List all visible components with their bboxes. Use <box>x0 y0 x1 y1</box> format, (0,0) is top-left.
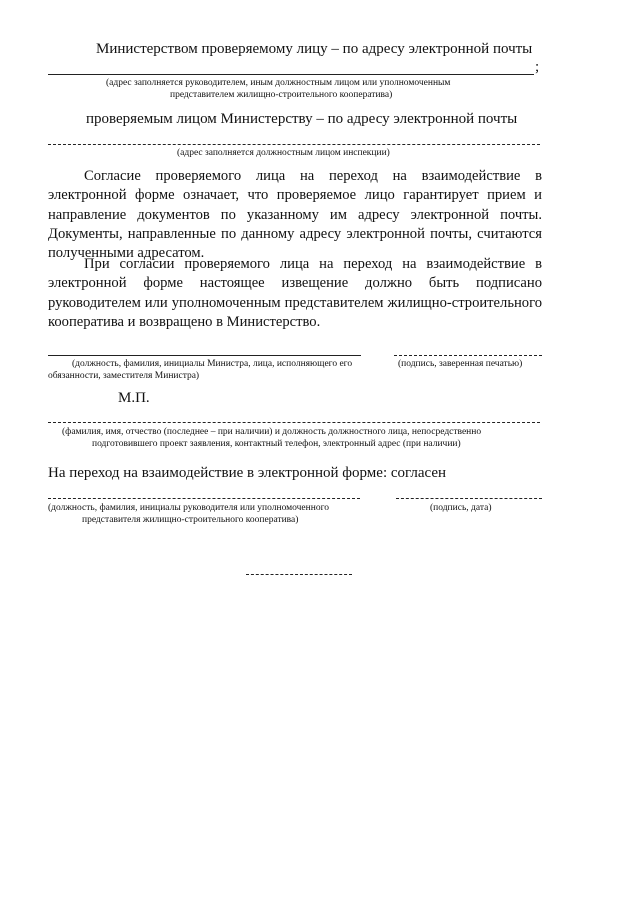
caption-1b: представителем жилищно-строительного кооператива) <box>170 90 393 100</box>
end-rule <box>246 574 352 575</box>
intro-line-1: Министерством проверяемому лицу – по адресу электронной почты <box>96 41 533 57</box>
signature-left-line <box>48 355 361 356</box>
signature-left-caption-b: обязанности, заместителя Министра) <box>48 371 200 381</box>
preparer-caption-b: подготовившего проект заявления, контактный телефон, электронный адрес (при наличии) <box>92 439 461 449</box>
consent-left-caption-b: представителя жилищно-строительного кооператива) <box>82 515 299 525</box>
consent-left-caption-a: (должность, фамилия, инициалы руководителя или уполномоченного <box>48 503 329 513</box>
email-field-line-2 <box>48 144 540 145</box>
consent-right-caption: (подпись, дата) <box>430 503 492 513</box>
paragraph-1: Согласие проверяемого лица на переход на взаимодействие в электронной форме означает, что проверяемое лицо гарантирует прием и направление документов по указанному им адресу электронной почты. Документы, направленные по данному адресу электронной почты, считаются полученными адресатом. <box>48 168 542 262</box>
intro-semicolon: ; <box>535 59 540 75</box>
caption-1a: (адрес заполняется руководителем, иным должностным лицом или уполномоченным <box>106 78 451 88</box>
preparer-line <box>48 422 540 423</box>
consent-left-line <box>48 498 360 499</box>
paragraph-2: При согласии проверяемого лица на переход на взаимодействие в электронной форме настоящее извещение должно быть подписано руководителем или уполномоченным представителем жилищно-строительного кооператива и возвращено в Министерство. <box>48 256 542 330</box>
caption-2: (адрес заполняется должностным лицом инспекции) <box>177 148 390 158</box>
preparer-caption-a: (фамилия, имя, отчество (последнее – при наличии) и должность должностного лица, непосредственно <box>62 427 482 437</box>
signature-left-caption-a: (должность, фамилия, инициалы Министра, лица, исполняющего его <box>72 359 353 369</box>
email-field-line-1 <box>48 74 534 75</box>
signature-right-line <box>394 355 542 356</box>
consent-right-line <box>396 498 542 499</box>
consent-title: На переход на взаимодействие в электронной форме: согласен <box>48 465 447 481</box>
intro-line-2: проверяемым лицом Министерству – по адресу электронной почты <box>86 111 518 127</box>
signature-right-caption: (подпись, заверенная печатью) <box>398 359 523 369</box>
seal-mark: М.П. <box>118 390 150 406</box>
